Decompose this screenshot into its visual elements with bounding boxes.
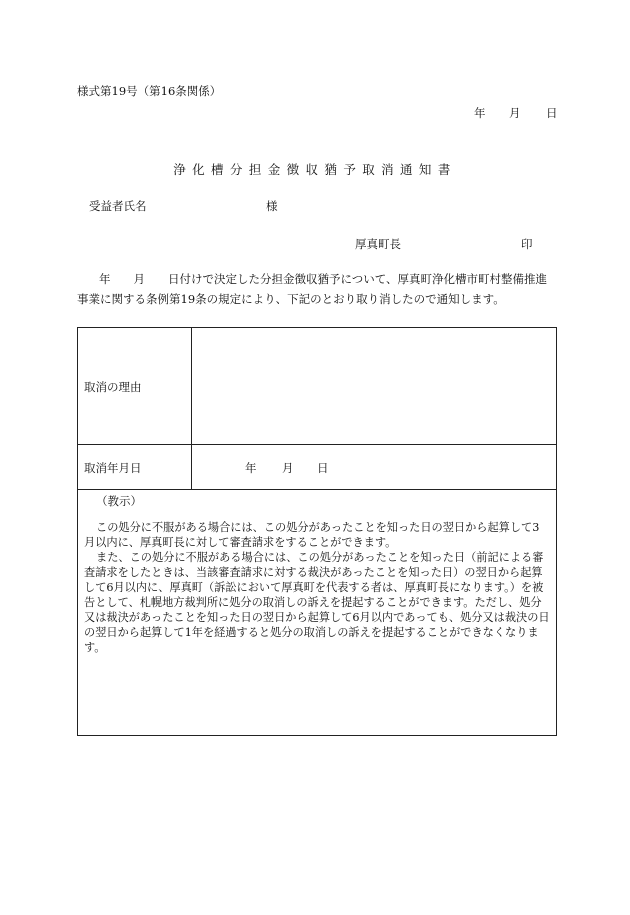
kyoji-paragraph: また、この処分に不服がある場合には、この処分があったことを知った日（前記による審査請求をしたときは、当該審査請求に対する裁決があったことを知った日）の翌日から起算して6月以内に、厚真町（訴訟において厚真町を代表する者は、厚真町長になります。）を被告として、札幌地方裁判所に処分の取消しの訴えを提起することができます。ただし、処分又は裁決があったことを知った日の翌日から起算して6月以内であっても、処分又は裁決の日の翌日から起算して1年を経過すると処分の取消しの訴えを提起することができなくなります。 bbox=[84, 551, 550, 654]
table-row-divider bbox=[78, 489, 556, 490]
document-title: 浄化槽分担金徴収猶予取消通知書 bbox=[173, 162, 457, 177]
form-number: 様式第19号（第16条関係） bbox=[77, 84, 222, 98]
date-year-label: 年 bbox=[474, 106, 486, 120]
kyoji-heading: （教示） bbox=[96, 494, 142, 508]
table-row-divider bbox=[78, 444, 556, 445]
issue-date bbox=[474, 105, 558, 121]
cancel-date-year: 年 bbox=[245, 461, 257, 475]
cancellation-table bbox=[77, 327, 557, 736]
cancel-date-month: 月 bbox=[282, 461, 294, 475]
reason-label: 取消の理由 bbox=[84, 380, 142, 394]
cancel-date-day: 日 bbox=[317, 461, 329, 475]
cancel-date-label: 取消年月日 bbox=[84, 461, 142, 475]
seal-mark: 印 bbox=[521, 237, 533, 251]
date-day-label: 日 bbox=[546, 106, 558, 120]
date-month-label: 月 bbox=[509, 106, 521, 120]
kyoji-paragraph: この処分に不服がある場合には、この処分があったことを知った日の翌日から起算して3月以内に、厚真町長に対して審査請求をすることができます。 bbox=[84, 521, 540, 549]
kyoji-body bbox=[84, 520, 550, 655]
table-column-divider bbox=[191, 328, 192, 490]
recipient-name-label: 受益者氏名 bbox=[89, 199, 147, 213]
issuer-name: 厚真町長 bbox=[355, 237, 401, 251]
recipient-honorific: 様 bbox=[266, 199, 278, 213]
cancel-date-value[interactable] bbox=[245, 460, 329, 476]
notice-body: 年 月 日付けで決定した分担金徴収猶予について、厚真町浄化槽市町村整備推進事業に関する条例第19条の規定により、下記のとおり取り消したので通知します。 bbox=[77, 272, 548, 306]
